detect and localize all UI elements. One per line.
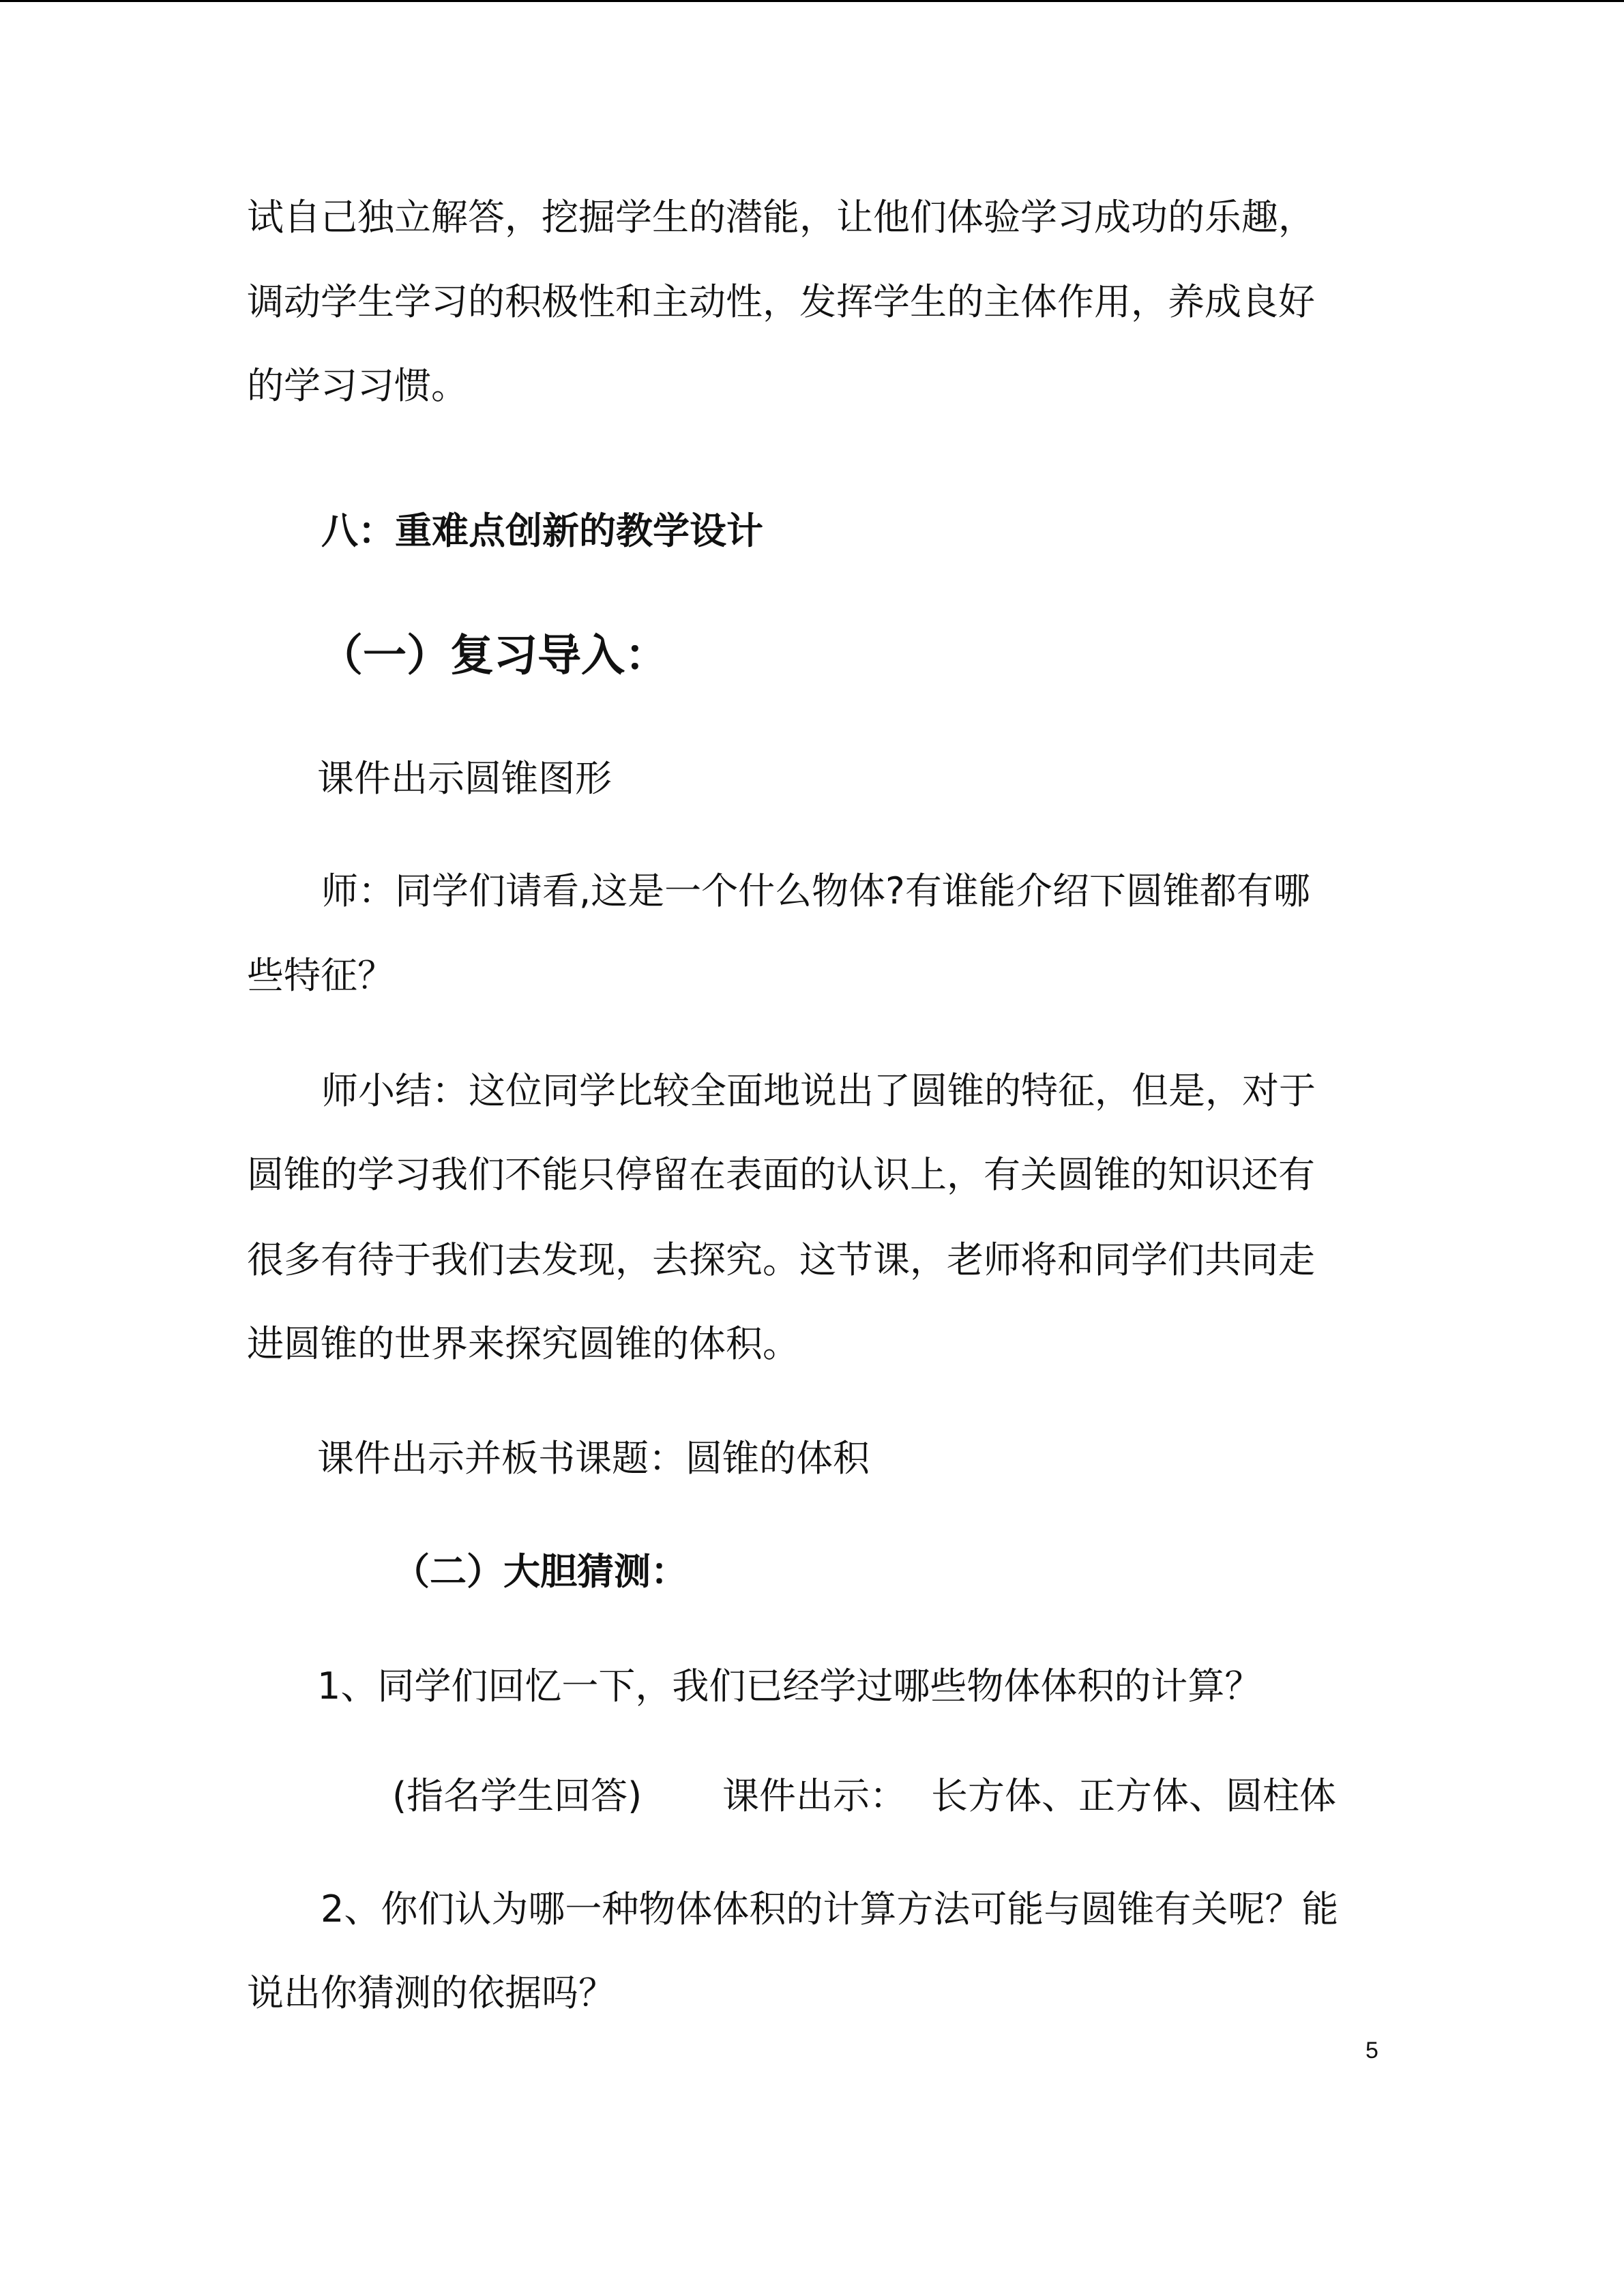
intro-paragraph-line-1: 试自己独立解答，挖掘学生的潜能，让他们体验学习成功的乐趣， bbox=[247, 196, 1315, 239]
intro-paragraph-line-3: 的学习习惯。 bbox=[247, 364, 468, 407]
question-1: 1、同学们回忆一下，我们已经学过哪些物体体积的计算？ bbox=[317, 1665, 1262, 1708]
courseware-cue-title: 课件出示并板书课题：圆锥的体积 bbox=[317, 1437, 870, 1480]
answer-note: (指名学生回答) bbox=[392, 1774, 643, 1817]
teacher-question-line-2: 些特征？ bbox=[247, 954, 394, 997]
courseware-cue-cone: 课件出示圆锥图形 bbox=[317, 757, 612, 800]
teacher-summary-line-4: 进圆锥的世界来探究圆锥的体积。 bbox=[247, 1322, 799, 1365]
subheading-review-intro: （一）复习导入： bbox=[319, 631, 668, 681]
section-heading: 八：重难点创新的教学设计 bbox=[321, 509, 763, 552]
teacher-question-line-1: 师：同学们请看,这是一个什么物体?有谁能介绍下圆锥都有哪 bbox=[321, 869, 1310, 912]
question-2-line-2: 说出你猜测的依据吗？ bbox=[247, 1971, 615, 2014]
answer-cue-label: 课件出示： bbox=[722, 1774, 906, 1817]
page-number: 5 bbox=[1365, 2038, 1378, 2063]
page-top-border bbox=[0, 0, 1624, 2]
teacher-summary-line-2: 圆锥的学习我们不能只停留在表面的认识上，有关圆锥的知识还有 bbox=[247, 1153, 1315, 1196]
intro-paragraph-line-2: 调动学生学习的积极性和主动性，发挥学生的主体作用，养成良好 bbox=[247, 280, 1315, 323]
question-2-line-1: 2、你们认为哪一种物体体积的计算方法可能与圆锥有关呢？能 bbox=[321, 1888, 1339, 1930]
teacher-summary-line-1: 师小结：这位同学比较全面地说出了圆锥的特征，但是，对于 bbox=[321, 1069, 1316, 1112]
subheading-bold-guess: （二）大胆猜测： bbox=[393, 1550, 688, 1593]
teacher-summary-line-3: 很多有待于我们去发现，去探究。这节课，老师将和同学们共同走 bbox=[247, 1238, 1315, 1281]
answer-shapes: 长方体、正方体、圆柱体 bbox=[931, 1774, 1336, 1817]
